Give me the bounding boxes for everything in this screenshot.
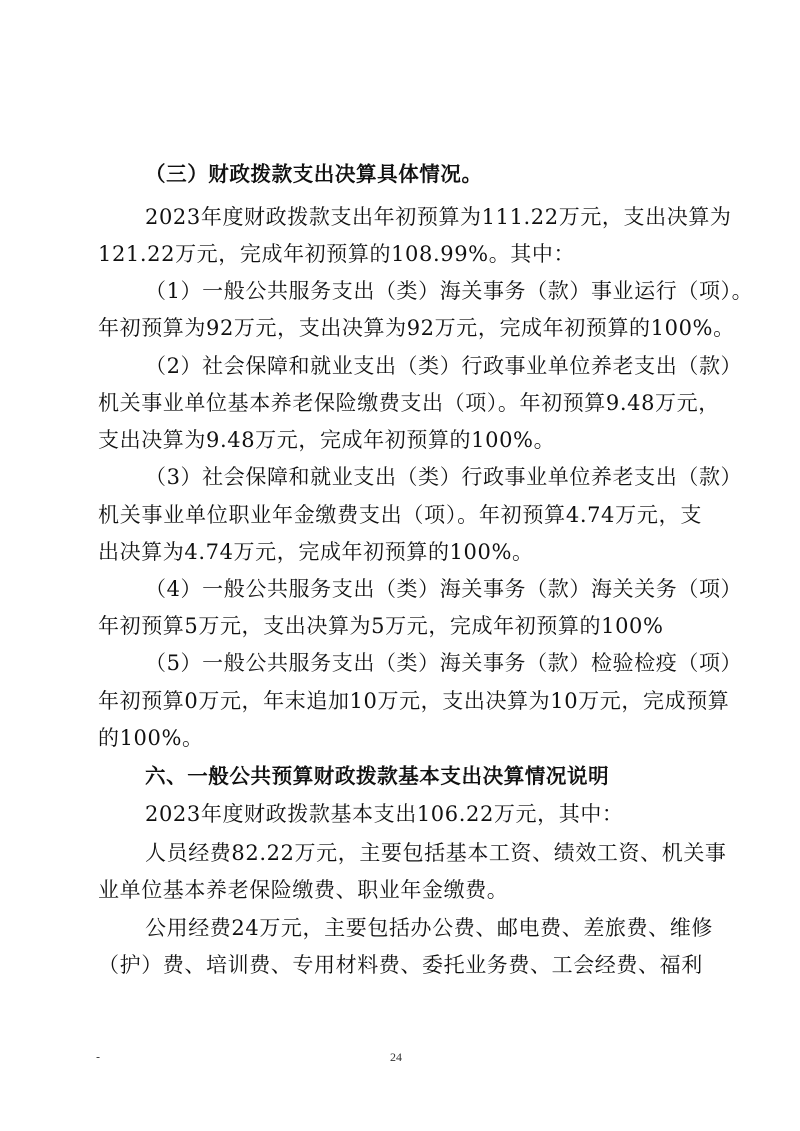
- paragraph-line: 2023年度财政拨款支出年初预算为111.22万元，支出决算为: [145, 205, 732, 229]
- paragraph-line: 年初预算5万元，支出决算为5万元，完成年初预算的100%: [98, 614, 664, 638]
- paragraph-line: 年初预算0万元，年末追加10万元，支出决算为10万元，完成预算: [98, 689, 730, 713]
- footer-dash: -: [96, 1050, 101, 1064]
- paragraph-line: 年初预算为92万元，支出决算为92万元，完成年初预算的100%。: [98, 316, 735, 340]
- paragraph-line: （3）社会保障和就业支出（类）行政事业单位养老支出（款）: [145, 465, 743, 489]
- paragraph-line: （护）费、培训费、专用材料费、委托业务费、工会经费、福利: [98, 953, 703, 977]
- paragraph-line: 出决算为4.74万元，完成年初预算的100%。: [98, 540, 534, 564]
- section-heading-3: （三）财政拨款支出决算具体情况。: [145, 162, 483, 186]
- paragraph-line: 的100%。: [98, 726, 204, 750]
- section-heading-6: 六、一般公共预算财政拨款基本支出决算情况说明: [145, 764, 610, 788]
- paragraph-line: （1）一般公共服务支出（类）海关事务（款）事业运行（项）。: [145, 279, 754, 303]
- paragraph-line: （5）一般公共服务支出（类）海关事务（款）检验检疫（项）: [145, 651, 743, 675]
- paragraph-line: （2）社会保障和就业支出（类）行政事业单位养老支出（款）: [145, 354, 743, 378]
- page-number: 24: [390, 1050, 402, 1064]
- paragraph-line: 人员经费82.22万元，主要包括基本工资、绩效工资、机关事: [145, 841, 727, 865]
- paragraph-line: 2023年度财政拨款基本支出106.22万元，其中：: [145, 802, 624, 826]
- paragraph-line: 支出决算为9.48万元，完成年初预算的100%。: [98, 428, 556, 452]
- paragraph-line: （4）一般公共服务支出（类）海关事务（款）海关关务（项）: [145, 577, 743, 601]
- paragraph-line: 业单位基本养老保险缴费、职业年金缴费。: [98, 878, 509, 902]
- paragraph-line: 机关事业单位职业年金缴费支出（项）。年初预算4.74万元，支: [98, 503, 702, 527]
- paragraph-line: 121.22万元，完成年初预算的108.99%。其中：: [98, 242, 576, 266]
- paragraph-line: 公用经费24万元，主要包括办公费、邮电费、差旅费、维修: [145, 916, 713, 940]
- paragraph-line: 机关事业单位基本养老保险缴费支出（项）。年初预算9.48万元，: [98, 391, 720, 415]
